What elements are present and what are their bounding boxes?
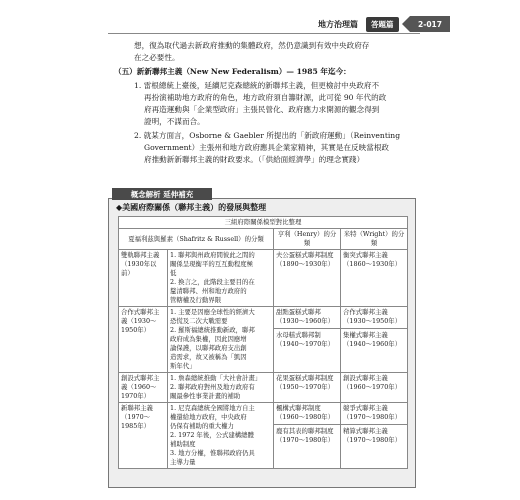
item1-l3: 府再造運動與「企業型政府」主張民營化、政府應力求開源的觀念得到 — [144, 105, 380, 114]
desc-line: 關最參性事業計畫的補助 — [170, 392, 241, 400]
desc-line: 1. 尼克森總統全國將地方自主 — [170, 404, 255, 412]
desc-line: 釐清聯邦、州和地方政府的 — [170, 287, 247, 295]
wright-cell: 創設式聯邦主義（1960～1970年） — [341, 373, 408, 403]
henry-entry: 水母糕式聯邦制（1940～1970年） — [274, 328, 340, 349]
era-cell: 雙軌聯邦主義（1930年以前） — [119, 250, 168, 307]
header-badge: 答題篇 — [366, 17, 399, 32]
henry-cell — [274, 403, 341, 469]
col-header-shafritz: 夏福利茲與羅素（Shafritz & Russell）的分類 — [119, 229, 274, 250]
header-rule — [108, 33, 420, 34]
desc-cell — [168, 250, 274, 307]
table-caption: 三組府際關係模型對比整理 — [119, 217, 408, 229]
item1-l2: 再扮演補助地方政府的角色，地方政府須自籌財源，此可從 90 年代的政 — [144, 93, 387, 102]
concept-box-label: 概念解析 延伸補充 — [112, 188, 212, 200]
desc-line: 斯年代」 — [170, 362, 196, 370]
desc-line: 政府成為集權，因此因應增 — [170, 335, 247, 343]
desc-cell — [168, 373, 274, 403]
item1-l4: 證明，不謀而合。 — [144, 117, 205, 126]
table-row — [119, 250, 408, 307]
concept-box-subtitle: ◆美國府際關係（聯邦主義）的發展與整理 — [116, 203, 267, 212]
item2-l1: 2. 就某方面言，Osborne & Gaebler 所提出的「新政府運動」（Reinventing — [134, 131, 401, 140]
table-row — [119, 307, 408, 373]
desc-line: 2. 聯邦政府對州及地方政府有 — [170, 383, 255, 391]
desc-line: 補助制度 — [170, 440, 196, 448]
henry-entry: 甜點蛋糕式聯邦（1930～1960年） — [276, 308, 335, 325]
page-header — [318, 16, 442, 32]
henry-cell: 花果蛋糕式聯邦制度（1950～1970年） — [274, 373, 341, 403]
desc-line: 1. 聯邦與州政府間彼此之間的 — [170, 251, 255, 259]
desc-line: 論保護，以聯邦政府支出創 — [170, 344, 247, 352]
era-cell: 合作式聯邦主義（1930～1950年） — [119, 307, 168, 373]
era-cell: 新聯邦主義（1970～1985年） — [119, 403, 168, 469]
henry-cell: 夫公蛋糕式聯邦制度（1890～1930年） — [274, 250, 341, 307]
wright-cell — [341, 307, 408, 373]
wright-entry: 合作式聯邦主義（1930～1950年） — [343, 308, 402, 325]
desc-line: 2. 羅斯福總統推動新政，聯邦 — [170, 326, 255, 334]
desc-line: 關係呈現衡平的互互動程度極 — [170, 260, 254, 268]
desc-line: 1. 詹森總統推動「大社會計畫」 — [170, 374, 262, 382]
desc-line: 仍保有補助的重大權力 — [170, 422, 234, 430]
item2-l2: Government）主張州和地方政府應具企業家精神，其實是在反映當根政 — [144, 143, 390, 152]
item2-l3: 府推動新新聯邦主義的財政要求。（「供給面經濟學」的理念實踐） — [144, 155, 365, 164]
henry-entry: 鹿有其表的聯邦制度（1970～1980年） — [274, 424, 340, 445]
section5-title: （五）新新聯邦主義（New New Federalism）— 1985 年迄今： — [114, 67, 351, 76]
era-cell: 創設式聯邦主義（1960～1970年） — [119, 373, 168, 403]
wright-entry: 競爭式聯邦主義（1970～1980年） — [343, 404, 402, 421]
col-header-wright: 米特（Wright）的分類 — [341, 229, 408, 250]
table-row — [119, 403, 408, 469]
federalism-table — [118, 216, 408, 469]
page-number: 2-017 — [410, 16, 450, 32]
henry-entry: 楓構式聯邦制度（1960～1980年） — [276, 404, 335, 421]
desc-line: 2. 換言之，此階段主要目的在 — [170, 278, 255, 286]
desc-line: 權還給地方政府，中央政府 — [170, 413, 247, 421]
wright-entry: 集權式聯邦主義（1940～1960年） — [341, 328, 407, 349]
desc-cell — [168, 403, 274, 469]
desc-line: 恐慌及二次大戰需要 — [170, 317, 228, 325]
wright-cell — [341, 403, 408, 469]
col-header-henry: 亨利（Henry）的分類 — [274, 229, 341, 250]
item1-l1: 1. 雷根總統上臺後，延續尼克森總統的新聯邦主義，但更檢討中央政府不 — [134, 81, 380, 90]
header-title: 地方治理篇 — [318, 19, 358, 29]
desc-line: 2. 1972 年後，公式建構總體 — [170, 431, 254, 439]
henry-cell — [274, 307, 341, 373]
para-top-2: 在之必要性。 — [134, 53, 180, 62]
desc-cell — [168, 307, 274, 373]
desc-line: 造需求，故又被稱為「凱因 — [170, 353, 247, 361]
table-row — [119, 373, 408, 403]
wright-entry: 精算式聯邦主義（1970～1980年） — [341, 424, 407, 445]
wright-cell: 衡突式聯邦主義（1860～1930年） — [341, 250, 408, 307]
desc-line: 管轄權及行動界限 — [170, 296, 222, 304]
para-top-1: 想，復為取代過去新政府推動的集體政府，然仍意識到有效中央政府存 — [134, 41, 370, 50]
desc-line: 主導力量 — [170, 458, 196, 466]
desc-line: 3. 地方分權，惟聯邦政府仍具 — [170, 449, 255, 457]
desc-line: 低 — [170, 269, 177, 277]
desc-line: 1. 主要是因應全球性的經濟大 — [170, 308, 255, 316]
